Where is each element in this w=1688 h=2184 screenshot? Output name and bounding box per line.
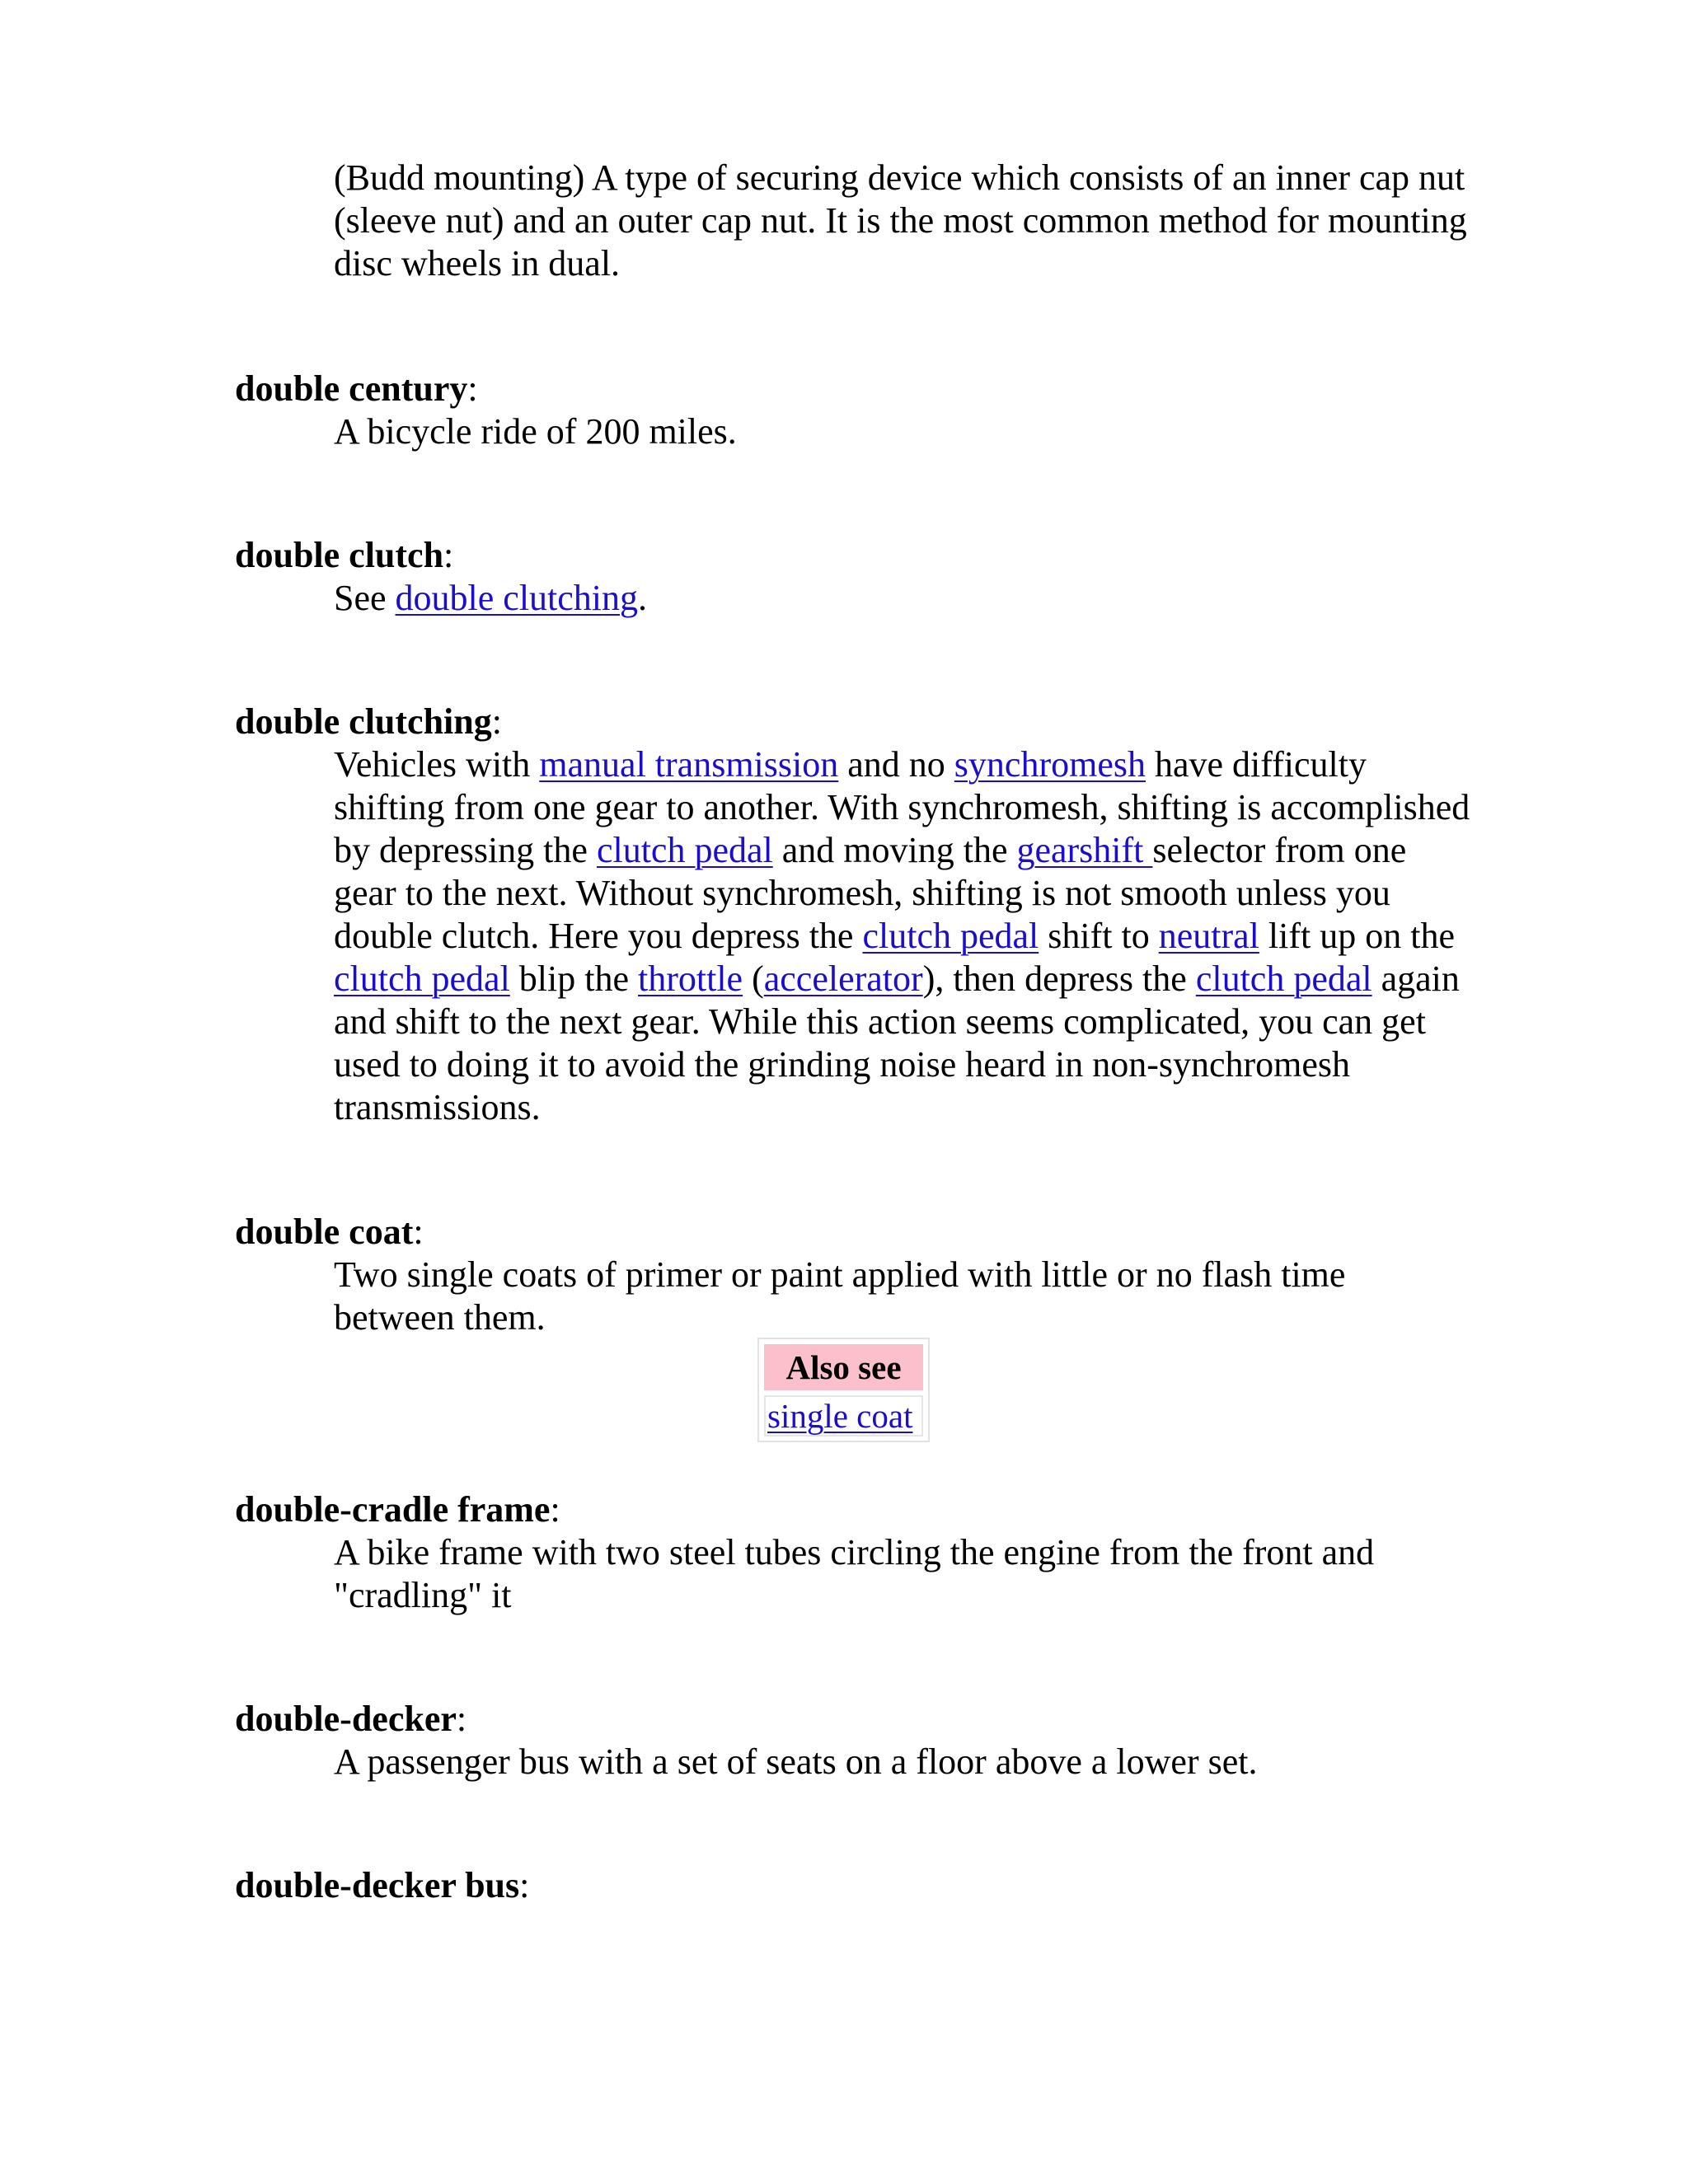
also-see-cell (764, 1395, 923, 1436)
term-colon: : (519, 1865, 530, 1905)
link-single-coat[interactable]: single coat (767, 1397, 913, 1435)
period: . (638, 578, 648, 618)
text-segment: again and shift to the next gear. While this action seems complicated, you can get used to doing it to avoid the grinding noise heard in non-synchromesh transmissions. (334, 958, 1460, 1127)
link-synchromesh[interactable]: synchromesh (954, 744, 1146, 785)
link-clutch-pedal[interactable]: clutch pedal (596, 830, 773, 870)
link-clutch-pedal[interactable]: clutch pedal (1195, 958, 1372, 999)
term-label: double century (235, 368, 468, 409)
term-double-clutch (235, 534, 453, 577)
text-segment: ), then depress the (922, 958, 1196, 999)
also-see-header: Also see (764, 1344, 923, 1390)
link-clutch-pedal[interactable]: clutch pedal (862, 916, 1039, 956)
text-segment: have difficulty shifting from one gear to another. With synchromesh, shifting is accomplished by depressing the (334, 744, 1470, 870)
link-gearshift[interactable]: gearshift (1016, 830, 1153, 870)
text-segment: Vehicles with (334, 744, 540, 785)
also-see-table (757, 1338, 930, 1442)
term-label: double coat (235, 1212, 414, 1252)
term-double-clutching (235, 701, 502, 743)
text-segment: blip the (509, 958, 638, 999)
text-segment: ( (743, 958, 764, 999)
term-double-decker-bus (235, 1864, 529, 1907)
link-throttle[interactable]: throttle (638, 958, 743, 999)
text-segment: selector from one gear to the next. Without synchromesh, shifting is not smooth unless you double clutch. Here you depress the (334, 830, 1407, 956)
definition-double-clutching (334, 743, 1471, 1129)
see-text: See (334, 578, 396, 618)
text-segment: and moving the (772, 830, 1017, 870)
definition-double-coat: Two single coats of primer or paint applied with little or no flash time between them. (334, 1254, 1346, 1338)
term-double-coat (235, 1211, 424, 1254)
term-colon: : (443, 535, 454, 575)
term-label: double-decker bus (235, 1865, 520, 1905)
term-double-decker (235, 1698, 467, 1741)
term-colon: : (467, 368, 478, 409)
term-colon: : (456, 1699, 467, 1739)
definition-double-century: A bicycle ride of 200 miles. (334, 411, 737, 452)
link-manual-transmission[interactable]: manual transmission (539, 744, 839, 785)
text-segment: shift to (1039, 916, 1159, 956)
link-clutch-pedal[interactable]: clutch pedal (334, 958, 510, 999)
term-colon: : (491, 701, 502, 742)
link-accelerator[interactable]: accelerator (763, 958, 923, 999)
term-label: double-cradle frame (235, 1489, 551, 1530)
term-label: double clutch (235, 535, 444, 575)
definition-budd-mounting: (Budd mounting) A type of securing device which consists of an inner cap nut (sleeve nut) and an outer cap nut. It is the most common method for mounting disc wheels in dual. (334, 157, 1467, 284)
link-neutral[interactable]: neutral (1158, 916, 1259, 956)
term-colon: : (413, 1212, 424, 1252)
term-label: double-decker (235, 1699, 457, 1739)
definition-double-cradle-frame: A bike frame with two steel tubes circling the engine from the front and "cradling" it (334, 1532, 1375, 1615)
term-label: double clutching (235, 701, 492, 742)
text-segment: and no (838, 744, 954, 785)
term-double-century (235, 368, 478, 410)
text-segment: lift up on the (1259, 916, 1455, 956)
term-double-cradle-frame (235, 1488, 560, 1531)
link-double-clutching[interactable]: double clutching (395, 578, 639, 618)
term-colon: : (550, 1489, 560, 1530)
definition-double-clutch (334, 577, 1471, 620)
definition-double-decker: A passenger bus with a set of seats on a floor above a lower set. (334, 1741, 1258, 1782)
